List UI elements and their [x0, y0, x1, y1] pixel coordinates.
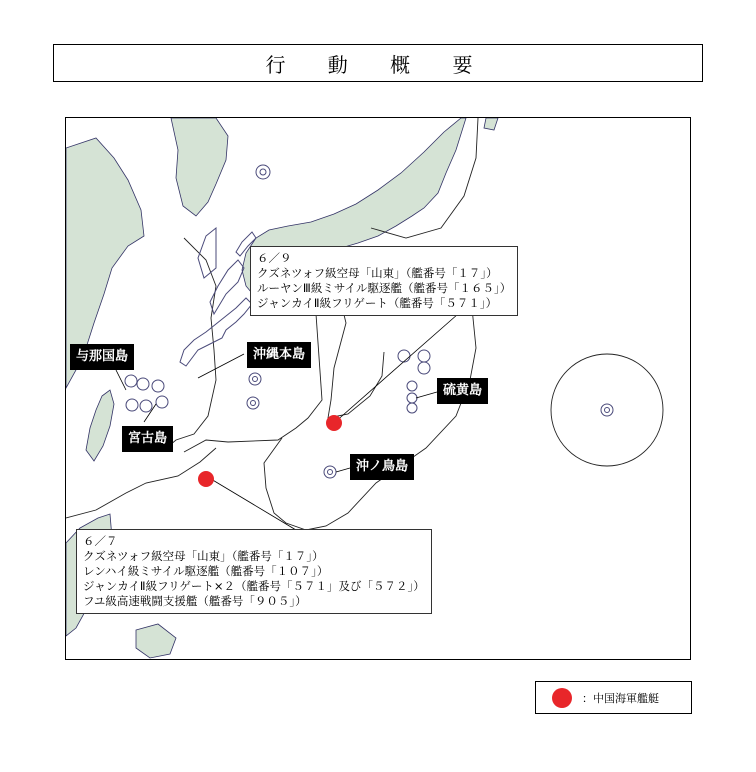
leader-line-jun7 — [206, 476, 296, 530]
page-title — [53, 44, 703, 82]
island-ring — [253, 377, 258, 382]
island-ring — [140, 400, 152, 412]
label-okinotori-text: 沖ノ鳥島 — [356, 459, 409, 474]
island-ring — [601, 404, 613, 416]
legend-label: ：中国海軍艦艇 — [582, 691, 659, 705]
legend — [535, 681, 692, 714]
label-okinotori — [350, 454, 414, 480]
island-ring — [198, 228, 216, 278]
island-ring — [256, 165, 270, 179]
label-yonaguni — [70, 344, 134, 370]
leader-line-yonaguni — [116, 370, 126, 390]
island-ring — [251, 401, 256, 406]
island-ring — [152, 380, 164, 392]
map-frame — [65, 117, 691, 660]
ship-marker-jun9 — [326, 415, 342, 431]
label-miyako — [122, 426, 173, 452]
label-okinawa-text: 沖縄本島 — [253, 347, 306, 362]
event-line: クズネツォフ級空母「山東」（艦番号「１７」） — [83, 549, 324, 563]
leader-line-jun9 — [334, 314, 458, 423]
island-ring — [137, 378, 149, 390]
island-ring — [125, 375, 137, 387]
island-ring — [126, 399, 138, 411]
eez-south-line — [66, 448, 216, 518]
island-ring — [605, 408, 610, 413]
island-ring — [324, 466, 336, 478]
island-ring — [418, 362, 430, 374]
label-iwoto-text: 硫黄島 — [443, 383, 483, 398]
island-ring — [328, 470, 333, 475]
island-ring — [398, 350, 410, 362]
leader-line-okinotori — [336, 468, 350, 472]
label-okinawa — [247, 342, 311, 368]
ship-marker-jun7 — [198, 471, 214, 487]
event-line: ルーヤンⅢ級ミサイル駆逐艦（艦番号「１６５」） — [257, 281, 512, 295]
event-line: フユ級高速戦闘支援艦（艦番号「９０５」） — [83, 594, 307, 608]
event-box-jun7 — [76, 529, 432, 614]
leader-line-iwoto — [416, 392, 437, 398]
island-ring — [247, 397, 259, 409]
event-line: ジャンカイⅡ級フリゲート×２（艦番号「５７１」及び「５７２」） — [83, 579, 425, 593]
island-ring — [156, 396, 168, 408]
island-ring — [407, 381, 417, 391]
event-line: クズネツォフ級空母「山東」（艦番号「１７」） — [257, 266, 498, 280]
luzon-south — [136, 624, 176, 658]
event-line: ジャンカイⅡ級フリゲート（艦番号「５７１」） — [257, 296, 498, 310]
label-miyako-text: 宮古島 — [128, 431, 168, 446]
korea-peninsula — [171, 118, 228, 216]
event-box-jun9 — [250, 246, 518, 316]
leader-line-okinawa — [198, 354, 244, 378]
island-ring — [407, 393, 417, 403]
event-date: ６／７ — [83, 534, 118, 548]
event-date: ６／９ — [257, 251, 292, 265]
island-ring — [260, 169, 266, 175]
island-ring — [249, 373, 261, 385]
label-yonaguni-text: 与那国島 — [76, 349, 129, 364]
label-iwoto — [437, 378, 488, 404]
event-line: レンハイ級ミサイル駆逐艦（艦番号「１０７」） — [83, 564, 329, 578]
legend-marker-icon — [552, 688, 572, 708]
island-ring — [407, 403, 417, 413]
page-title-text: 行 動 概 要 — [265, 52, 491, 77]
hokkaido — [484, 118, 498, 130]
taiwan — [86, 390, 114, 461]
eez-minamitorishima — [551, 354, 663, 466]
island-ring — [418, 350, 430, 362]
leader-line-miyako — [144, 404, 156, 422]
ship-markers — [198, 415, 342, 487]
